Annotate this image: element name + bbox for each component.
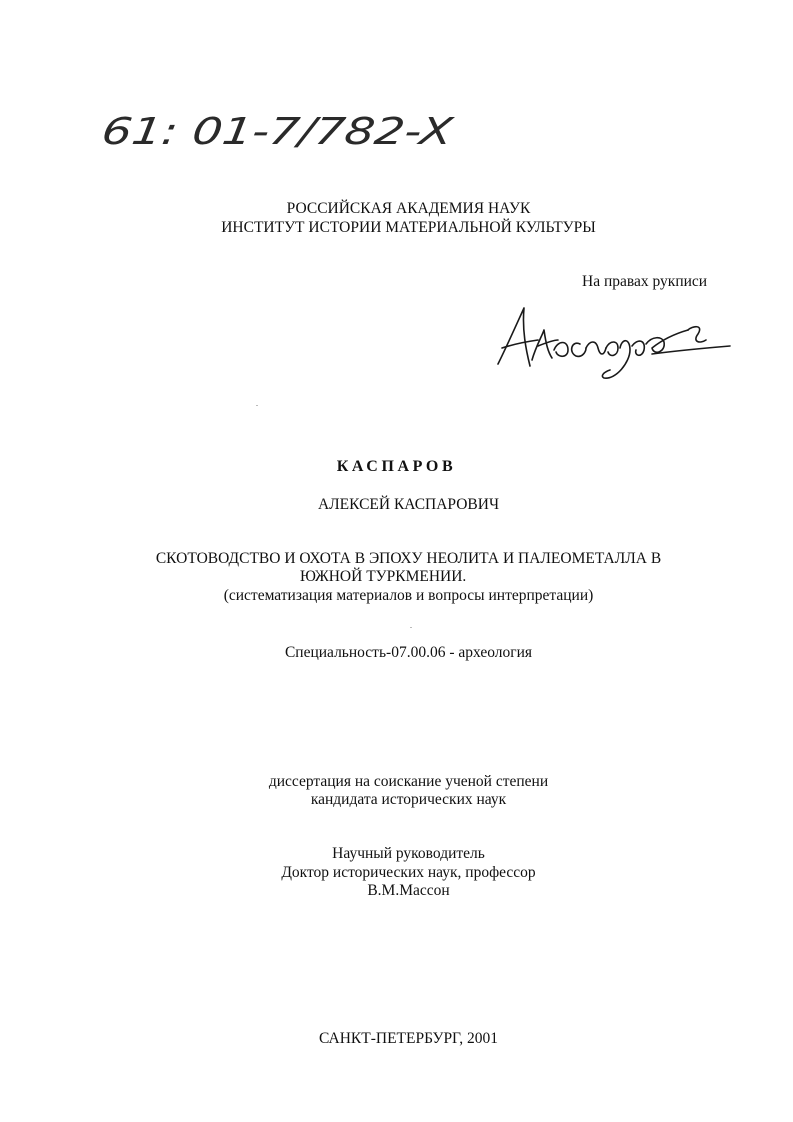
speciality: Специальность-07.00.06 - археология [284, 644, 533, 661]
dissertation-purpose-line-1: диссертация на соискание ученой степени [268, 773, 549, 790]
author-signature [492, 300, 732, 382]
scan-speck [410, 627, 412, 628]
handwritten-code-text: 61: 01-7/782-X [99, 109, 381, 153]
dissertation-purpose-line-2: кандидата исторических наук [310, 791, 507, 808]
manuscript-rights-note: На правах рукписи [582, 273, 708, 290]
organization-line-2: ИНСТИТУТ ИСТОРИИ МАТЕРИАЛЬНОЙ КУЛЬТУРЫ [221, 219, 596, 236]
author-full-name: АЛЕКСЕЙ КАСПАРОВИЧ [317, 496, 500, 513]
dissertation-subtitle: (систематизация материалов и вопросы интерпретации) [223, 587, 594, 604]
supervisor-degree: Доктор исторических наук, профессор [281, 864, 536, 881]
dissertation-title-line-1: СКОТОВОДСТВО И ОХОТА В ЭПОХУ НЕОЛИТА И ПАЛЕОМЕТАЛЛА В [155, 550, 662, 567]
organization-line-1: РОССИЙСКАЯ АКАДЕМИЯ НАУК [286, 200, 531, 217]
supervisor-name: В.М.Массон [367, 882, 450, 899]
dissertation-title-line-2: ЮЖНОЙ ТУРКМЕНИИ. [300, 568, 467, 585]
scan-speck [256, 405, 258, 406]
supervisor-label: Научный руководитель [332, 845, 485, 862]
handwritten-archive-code [98, 104, 458, 164]
city-and-year: САНКТ-ПЕТЕРБУРГ, 2001 [318, 1030, 499, 1047]
author-surname: КАСПАРОВ [336, 458, 457, 475]
